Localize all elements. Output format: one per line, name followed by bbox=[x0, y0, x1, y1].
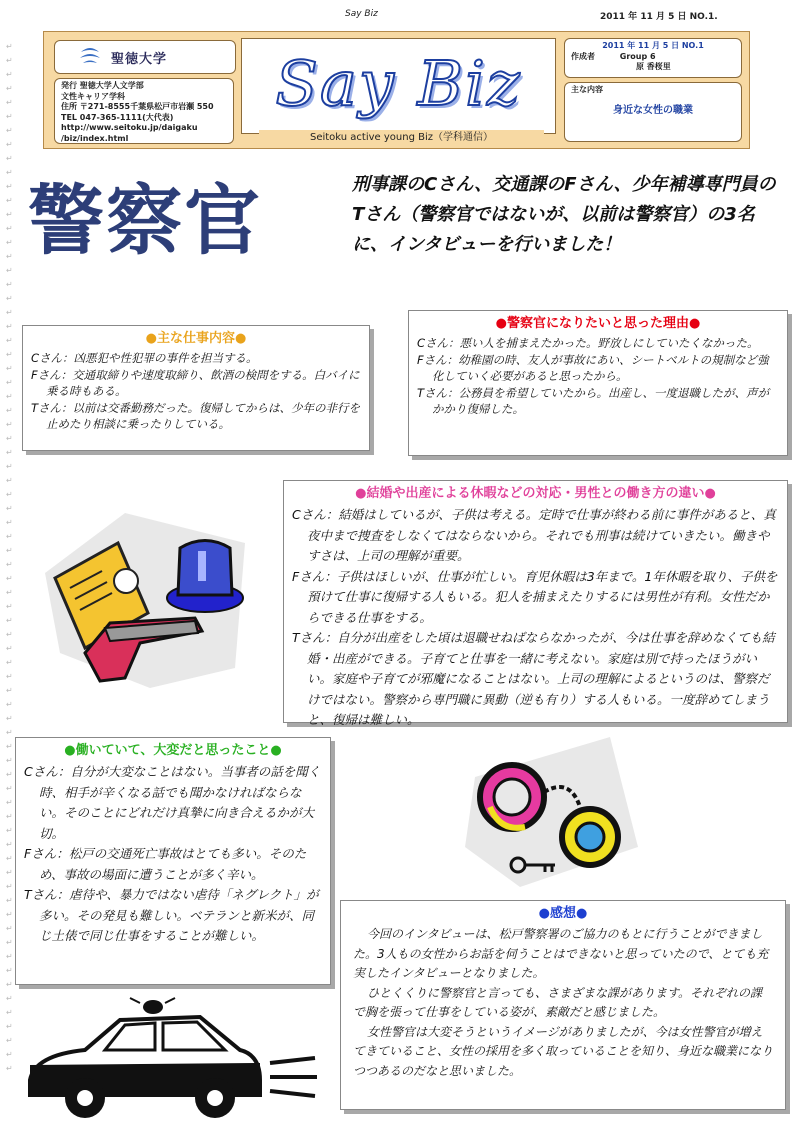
answer-line: Fさん：幼稚園の時、友人が事故にあい、シートベルトの規制など強化していく必要があると思ったから。 bbox=[417, 352, 769, 383]
answer-line: Tさん：公務員を希望していたから。出産し、一度退職したが、声がかかり復帰した。 bbox=[417, 385, 770, 416]
answer-line: Fさん：松戸の交通死亡事故はとても多い。そのため、事故の場面に遭うことが多く辛い。 bbox=[24, 846, 307, 882]
university-name: 聖徳大学 bbox=[111, 51, 168, 67]
info-line: /biz/index.html bbox=[61, 133, 129, 143]
police-car-icon bbox=[30, 998, 260, 1118]
topic-text: 身近な女性の職業 bbox=[613, 104, 693, 116]
section-heading: ●主な仕事内容● bbox=[145, 331, 247, 346]
publisher-info bbox=[54, 78, 234, 144]
answer-line: Cさん：悪い人を捕まえたかった。野放しにしていたくなかった。 bbox=[417, 336, 759, 350]
impression-paragraph: 今回のインタビューは、松戸警察署のご協力のもとに行うことができました。3人もの女性からお話を伺うことはできないと思っていたので、とても充実したインタビューとなりました。 bbox=[353, 927, 769, 980]
info-line: 発行 聖徳大学人文学部 bbox=[61, 81, 144, 90]
info-line: TEL 047-365-1111(大代表) bbox=[61, 112, 174, 122]
contents-box bbox=[564, 82, 742, 142]
topic-label: 主な内容 bbox=[571, 85, 603, 94]
answer-line: Tさん：自分が出産をした頃は退職せねばならなかったが、今は仕事を辞めなくても結婚・出産ができる。子育てと仕事を一緒に考えない。家庭は別で持ったほうがいい。家庭や子育てが邪魔になることはない。上司の理解によるというのは、警察だけではない。警察から専門職に異動（逆も有り）する人もいる。一度辞めてしまうと、復帰は難しい。 bbox=[292, 630, 775, 727]
section-heading: ●働いていて、大変だと思ったこと● bbox=[64, 743, 282, 758]
answer-line: Tさん：虐待や、暴力ではない虐待「ネグレクト」が多い。その発見も難しい。ベテランと新米が、同じ土俵で同じ仕事をすることが難しい。 bbox=[24, 887, 319, 943]
running-date: 2011 年 11 月 5 日 NO.1. bbox=[600, 12, 718, 22]
police-car-clipart bbox=[25, 995, 325, 1125]
leave-differences-box bbox=[283, 480, 788, 727]
section-heading: ●警察官になりたいと思った理由● bbox=[495, 316, 701, 331]
page-title: 警察官 bbox=[28, 176, 262, 265]
masthead-subtitle: Seitoku active young Biz（学科通信） bbox=[259, 130, 544, 145]
answer-line: Cさん：自分が大変なことはない。当事者の話を聞く時、相手が辛くなる話でも聞かなければならない。そのことにどれだけ真摯に向き合えるかが大切。 bbox=[24, 764, 321, 841]
impressions-box bbox=[340, 900, 786, 1110]
university-emblem-icon bbox=[77, 46, 103, 68]
group-name: Group 6 bbox=[619, 51, 656, 61]
info-line: 住所 〒271-8555千葉県松戸市岩瀬 550 bbox=[61, 102, 214, 111]
section-heading: ●感想● bbox=[538, 906, 588, 921]
work-content-box bbox=[22, 325, 370, 451]
intro-text: 刑事課のCさん、交通課のFさん、少年補導専門員のTさん（警察官ではないが、以前は警察官）の3名に、インタビューを行いました！ bbox=[352, 174, 776, 255]
margin-marks: ↵ ↵ ↵ ↵ ↵ ↵ ↵ ↵ ↵ ↵ ↵ ↵ ↵ ↵ ↵ ↵ ↵ ↵ ↵ ↵ ↵ ↵ ↵ ↵ ↵ ↵ ↵ ↵ ↵ ↵ ↵ ↵ ↵ ↵ ↵ ↵ ↵ ↵ ↵ ↵ ↵ ↵ ↵ ↵ ↵ ↵ ↵ ↵ ↵ ↵ ↵ ↵ ↵ ↵ ↵ ↵ ↵ ↵ ↵ ↵ ↵ ↵ ↵ ↵ ↵ ↵ ↵ ↵ ↵ ↵ ↵ ↵ ↵ ↵ bbox=[6, 42, 13, 1073]
reason-box bbox=[408, 310, 788, 456]
answer-line: Fさん：子供はほしいが、仕事が忙しい。育児休暇は3年まで。1年休暇を取り、子供を預けて仕事に復帰する人もいる。犯人を捕まえたりするには男性が有利。女性だからできる仕事をする。 bbox=[292, 568, 778, 625]
info-line: http://www.seitoku.jp/daigaku bbox=[61, 123, 198, 132]
speed-lines-icon bbox=[270, 1058, 317, 1096]
university-logo bbox=[54, 40, 236, 74]
answer-line: Tさん：以前は交番勤務だった。復帰してからは、少年の非行を止めたり相談に乗ったりしている。 bbox=[31, 400, 361, 431]
info-line: 文性キャリア学科 bbox=[61, 91, 125, 101]
issue-date: 2011 年 11 月 5 日 NO.1 bbox=[602, 41, 704, 50]
answer-line: Fさん：交通取締りや速度取締り、飲酒の検問をする。白バイに乗る時もある。 bbox=[31, 367, 360, 398]
issue-info bbox=[564, 38, 742, 78]
answer-line: Cさん：凶悪犯や性犯罪の事件を担当する。 bbox=[31, 351, 258, 365]
impression-paragraph: 女性警官は大変そうというイメージがありましたが、今は女性警官が増えてきていること、女性の採用を多く取っていることを知り、身近な職業になりつつあるのだなと思いました。 bbox=[353, 1024, 774, 1078]
police-clipart bbox=[30, 503, 260, 693]
author-name: 原 香桜里 bbox=[636, 62, 671, 71]
author-label: 作成者 bbox=[571, 51, 595, 61]
handcuffs-clipart bbox=[460, 737, 640, 887]
section-heading: ●結婚や出産による休暇などの対応・男性との働き方の違い● bbox=[355, 486, 716, 501]
siren-light-icon bbox=[167, 541, 243, 613]
running-header: Say Biz bbox=[345, 9, 378, 19]
impression-paragraph: ひとくくりに警察官と言っても、さまざまな課があります。それぞれの課で胸を張って仕事をしている姿が、素敵だと感じました。 bbox=[353, 985, 763, 1019]
difficulties-box bbox=[15, 737, 331, 985]
newsletter-header bbox=[43, 31, 750, 149]
masthead bbox=[241, 38, 556, 134]
masthead-title: Say Biz bbox=[275, 47, 522, 120]
answer-line: Cさん：結婚はしているが、子供は考える。定時で仕事が終わる前に事件があると、真夜中まで捜査をしなくてはならないから。それでも刑事は続けていきたい。働きやすさは、上司の理解が重要。 bbox=[292, 507, 776, 563]
